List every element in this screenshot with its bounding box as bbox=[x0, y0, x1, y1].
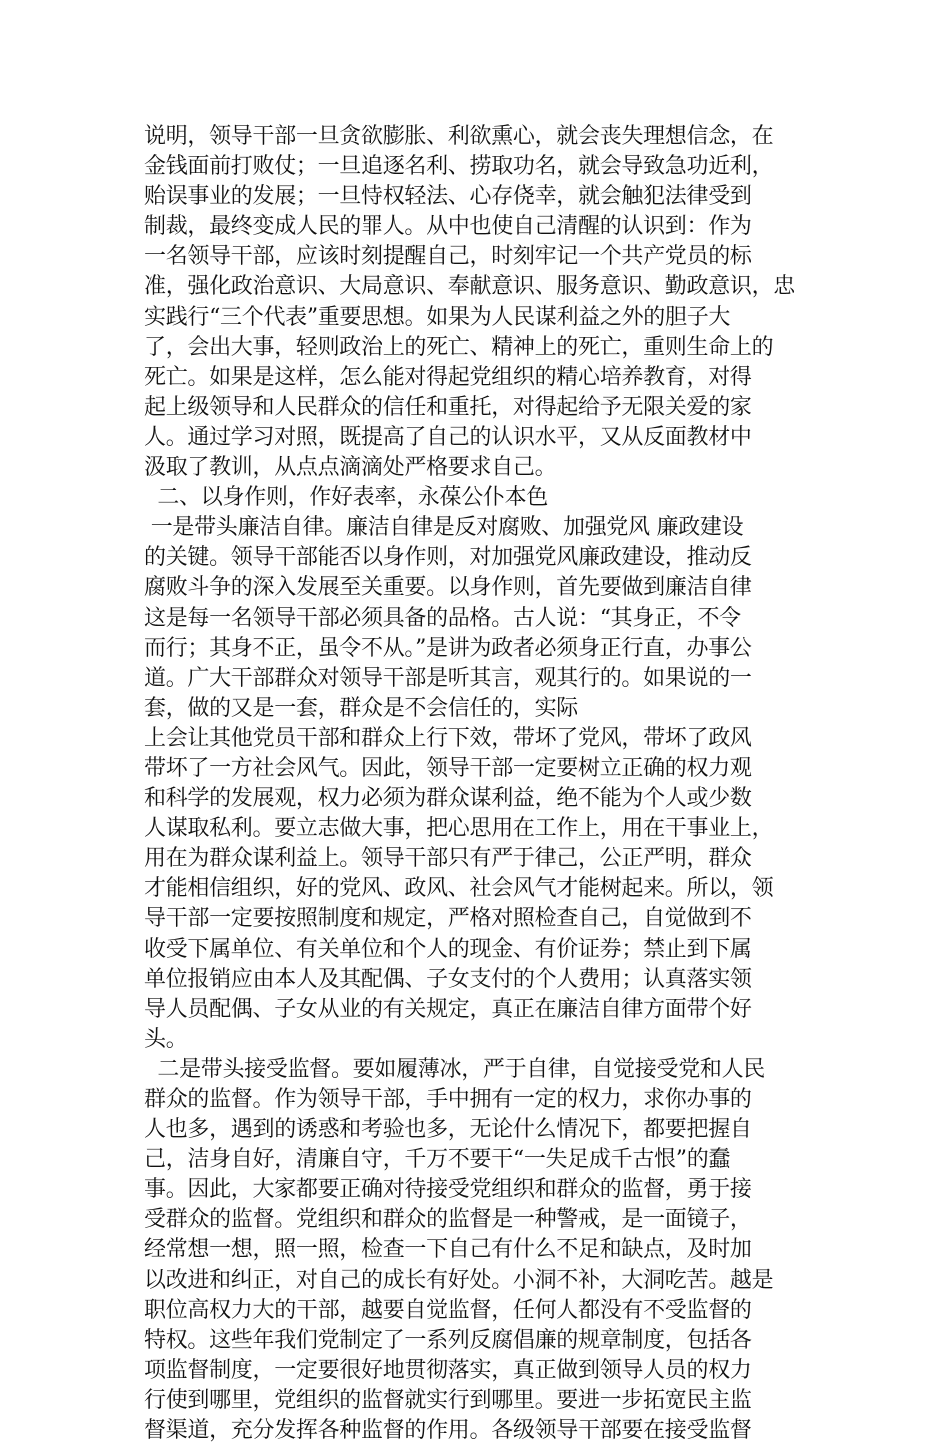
text-line: 导干部一定要按照制度和规定，严格对照检查自己，自觉做到不 bbox=[144, 906, 752, 932]
text-line: 受群众的监督。党组织和群众的监督是一种警戒，是一面镜子， bbox=[144, 1207, 752, 1233]
text-line: 上会让其他党员干部和群众上行下效，带坏了党风，带坏了政风 bbox=[144, 725, 752, 751]
text-line: 人谋取私利。要立志做大事，把心思用在工作上，用在干事业上， bbox=[144, 816, 774, 842]
text-line: 群众的监督。作为领导干部，手中拥有一定的权力，求你办事的 bbox=[144, 1087, 752, 1112]
text-line: 腐败斗争的深入发展至关重要。以身作则，首先要做到廉洁自律 bbox=[144, 575, 752, 601]
text-line: 制裁，最终变成人民的罪人。从中也使自己清醒的认识到：作为 bbox=[144, 214, 752, 240]
text-line: 才能相信组织，好的党风、政风、社会风气才能树起来。所以，领 bbox=[144, 876, 774, 902]
text-line: 贻误事业的发展；一旦恃权轻法、心存侥幸，就会触犯法律受到 bbox=[144, 184, 752, 210]
text-line: 单位报销应由本人及其配偶、子女支付的个人费用；认真落实领 bbox=[144, 966, 752, 992]
text-line: 套，做的又是一套，群众是不会信任的，实际 bbox=[144, 695, 579, 721]
text-line: 事。因此，大家都要正确对待接受党组织和群众的监督，勇于接 bbox=[144, 1177, 752, 1203]
text-line: 项监督制度，一定要很好地贯彻落实，真正做到领导人员的权力 bbox=[144, 1357, 752, 1383]
text-line: 督渠道，充分发挥各种监督的作用。各级领导干部要在接受监督 bbox=[144, 1418, 752, 1444]
text-line: 一是带头廉洁自律。廉洁自律是反对腐败、加强党风 廉政建设 bbox=[144, 515, 744, 541]
text-line: 起上级领导和人民群众的信任和重托，对得起给予无限关爱的家 bbox=[144, 394, 752, 420]
text-line: 职位高权力大的干部，越要自觉监督，任何人都没有不受监督的 bbox=[144, 1297, 752, 1323]
text-line: 金钱面前打败仗；一旦追逐名利、捞取功名，就会导致急功近利， bbox=[144, 154, 774, 180]
text-line: 头。 bbox=[144, 1026, 188, 1052]
text-line: 带坏了一方社会风气。因此，领导干部一定要树立正确的权力观 bbox=[144, 755, 752, 781]
text-line: 行使到哪里，党组织的监督就实行到哪里。要进一步拓宽民主监 bbox=[144, 1387, 752, 1413]
text-line: 汲取了教训，从点点滴滴处严格要求自己。 bbox=[144, 455, 557, 481]
text-line: 和科学的发展观，权力必须为群众谋利益，绝不能为个人或少数 bbox=[144, 786, 752, 812]
text-line: 收受下属单位、有关单位和个人的现金、有价证券；禁止到下属 bbox=[144, 936, 752, 962]
text-line: 经常想一想，照一照，检查一下自己有什么不足和缺点，及时加 bbox=[144, 1237, 752, 1263]
text-line: 准，强化政治意识、大局意识、奉献意识、服务意识、勤政意识，忠 bbox=[144, 274, 796, 300]
text-line: 而行；其身不正，虽令不从。”是讲为政者必须身正行直，办事公 bbox=[144, 635, 752, 661]
text-line: 道。广大干部群众对领导干部是听其言，观其行的。如果说的一 bbox=[144, 665, 752, 691]
text-line: 的关键。领导干部能否以身作则，对加强党风廉政建设，推动反 bbox=[144, 545, 752, 571]
text-line: 以改进和纠正，对自己的成长有好处。小洞不补，大洞吃苦。越是 bbox=[144, 1267, 774, 1293]
text-line: 实践行“三个代表”重要思想。如果为人民谋利益之外的胆子大 bbox=[144, 304, 731, 330]
text-line: 用在为群众谋利益上。领导干部只有严于律己，公正严明，群众 bbox=[144, 846, 752, 872]
text-line: 己，洁身自好，清廉自守，千万不要干“一失足成千古恨”的蠢 bbox=[144, 1147, 731, 1173]
text-line: 一名领导干部，应该时刻提醒自己，时刻牢记一个共产党员的标 bbox=[144, 244, 752, 270]
text-line: 这是每一名领导干部必须具备的品格。古人说：“其身正，不令 bbox=[144, 605, 741, 631]
text-line: 二是带头接受监督。要如履薄冰，严于自律，自觉接受党和人民 bbox=[144, 1056, 765, 1082]
text-line: 人也多，遇到的诱惑和考验也多，无论什么情况下，都要把握自 bbox=[144, 1117, 752, 1143]
text-line: 特权。这些年我们党制定了一系列反腐倡廉的规章制度，包括各 bbox=[144, 1327, 752, 1353]
text-line: 人。通过学习对照，既提高了自己的认识水平，又从反面教材中 bbox=[144, 424, 752, 450]
section-heading: 二、以身作则，作好表率，永葆公仆本色 bbox=[144, 485, 548, 511]
text-line: 导人员配偶、子女从业的有关规定，真正在廉洁自律方面带个好 bbox=[144, 996, 752, 1022]
document-body bbox=[144, 122, 812, 1446]
text-line: 死亡。如果是这样，怎么能对得起党组织的精心培养教育，对得 bbox=[144, 364, 752, 390]
text-line: 说明，领导干部一旦贪欲膨胀、利欲熏心，就会丧失理想信念，在 bbox=[144, 124, 774, 149]
text-line: 了，会出大事，轻则政治上的死亡、精神上的死亡，重则生命上的 bbox=[144, 334, 774, 360]
